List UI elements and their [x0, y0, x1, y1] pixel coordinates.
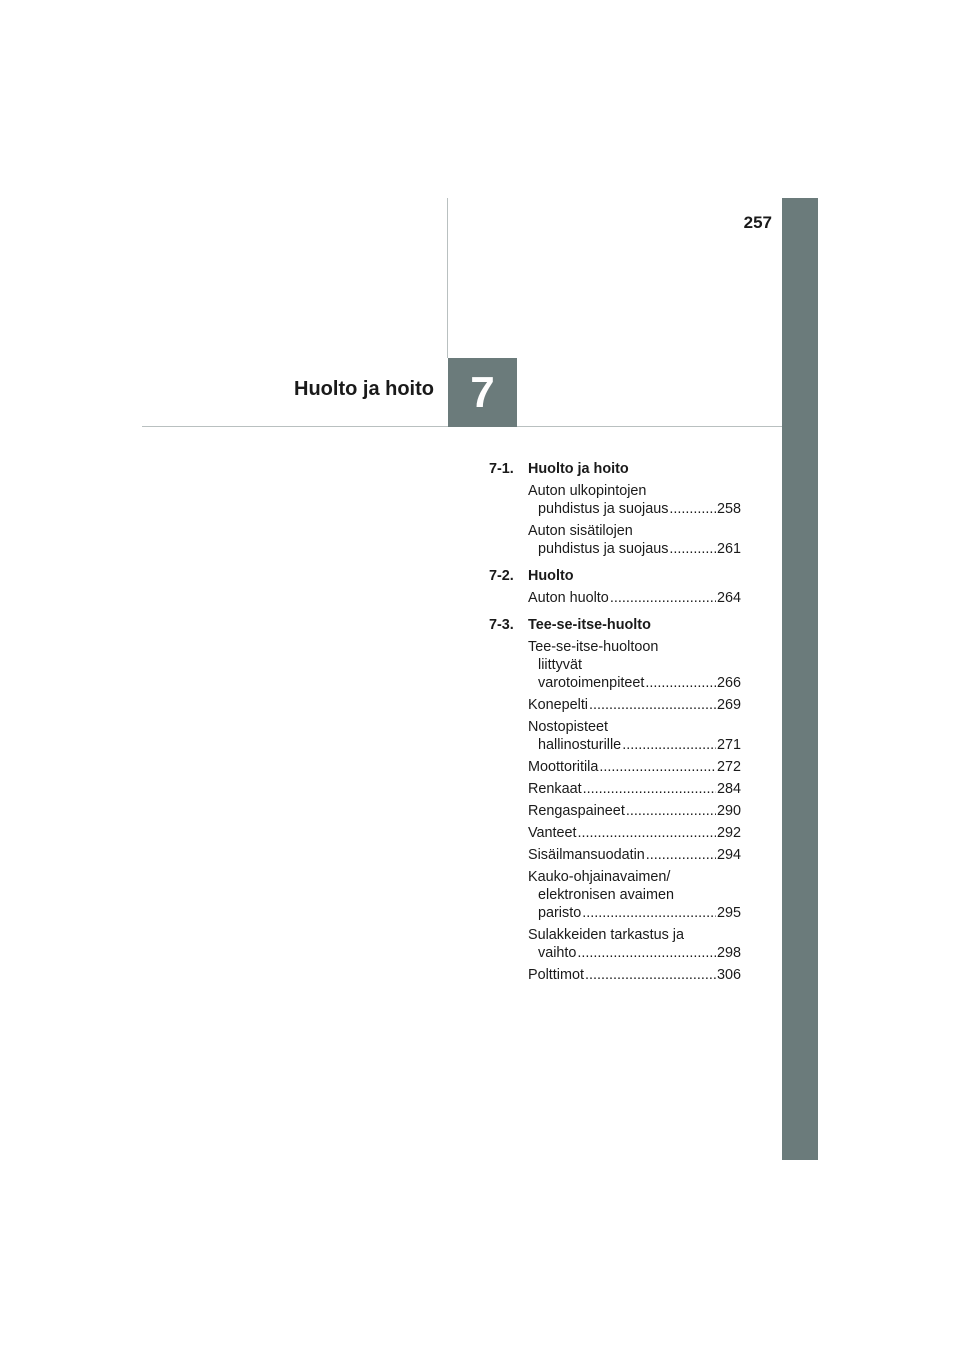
- toc-entry[interactable]: [528, 966, 741, 984]
- toc-entry-text: puhdistus ja suojaus: [538, 501, 669, 517]
- toc-entry-line: [528, 674, 741, 692]
- toc-section-heading: [489, 567, 741, 585]
- toc-dot-leader: [669, 500, 716, 518]
- toc-section-heading: [489, 460, 741, 478]
- toc-entry-line: [528, 696, 741, 714]
- toc-section-number: 7-3.: [489, 617, 514, 633]
- toc-entry[interactable]: [528, 780, 741, 798]
- toc-entry-text: Auton sisätilojen: [528, 523, 633, 539]
- toc-entry-page: 306: [716, 967, 741, 983]
- toc-section-title: Huolto: [528, 568, 574, 584]
- toc-entry[interactable]: [528, 718, 741, 754]
- toc-dot-leader: [646, 846, 716, 864]
- toc-entry-page: 264: [716, 590, 741, 606]
- toc-entry-page: 298: [716, 945, 741, 961]
- toc-section-heading: [489, 616, 741, 634]
- toc-dot-leader: [582, 904, 716, 922]
- toc-entry-text: puhdistus ja suojaus: [538, 541, 669, 557]
- chapter-side-tab: [782, 198, 818, 1160]
- toc-entry-text: Moottoritila: [528, 759, 599, 775]
- toc-entry-line: [528, 886, 741, 904]
- toc-entry-line: [528, 522, 741, 540]
- toc-dot-leader: [669, 540, 716, 558]
- toc-entry[interactable]: [528, 696, 741, 714]
- page-number: 257: [743, 213, 772, 232]
- toc-entry[interactable]: [528, 522, 741, 558]
- toc-entry-text: Sulakkeiden tarkastus ja: [528, 927, 684, 943]
- toc-dot-leader: [578, 824, 716, 842]
- toc-entry-page: 271: [716, 737, 741, 753]
- toc-entry-line: [528, 780, 741, 798]
- chapter-title: Huolto ja hoito: [294, 378, 434, 400]
- toc-section-title: Huolto ja hoito: [528, 461, 629, 477]
- toc-entry[interactable]: [528, 824, 741, 842]
- toc-entry[interactable]: [528, 926, 741, 962]
- toc-entry-page: 295: [716, 905, 741, 921]
- toc-entry-line: [528, 500, 741, 518]
- toc-entry-text: varotoimenpiteet: [538, 675, 645, 691]
- toc-entry-line: [528, 904, 741, 922]
- toc-entry-page: 261: [716, 541, 741, 557]
- vertical-divider: [447, 198, 448, 358]
- toc-entry-line: [528, 802, 741, 820]
- toc-entry-line: [528, 868, 741, 886]
- toc-entry-text: liittyvät: [538, 657, 582, 673]
- toc-entry-text: Auton ulkopintojen: [528, 483, 647, 499]
- toc-dot-leader: [599, 758, 716, 776]
- toc-section-number: 7-1.: [489, 461, 514, 477]
- toc-entry-line: [528, 482, 741, 500]
- toc-entry-line: [528, 824, 741, 842]
- toc-entry-text: Rengaspaineet: [528, 803, 625, 819]
- toc-entry-text: Sisäilmansuodatin: [528, 847, 645, 863]
- toc-entry-line: [528, 736, 741, 754]
- toc-entry-page: 294: [716, 847, 741, 863]
- toc-section-title: Tee-se-itse-huolto: [528, 617, 651, 633]
- toc-section-number: 7-2.: [489, 568, 514, 584]
- toc-entry-line: [528, 966, 741, 984]
- toc-entry-line: [528, 926, 741, 944]
- toc-dot-leader: [645, 674, 716, 692]
- toc-entry-text: Kauko-ohjainavaimen/: [528, 869, 671, 885]
- toc-entry[interactable]: [528, 589, 741, 607]
- toc-entry-text: paristo: [538, 905, 582, 921]
- toc-entry-page: 258: [716, 501, 741, 517]
- toc-entry-text: Vanteet: [528, 825, 577, 841]
- toc-dot-leader: [577, 944, 716, 962]
- toc-dot-leader: [589, 696, 716, 714]
- toc-dot-leader: [626, 802, 716, 820]
- toc-entry[interactable]: [528, 802, 741, 820]
- toc-entry-page: 284: [716, 781, 741, 797]
- toc-entry-text: Polttimot: [528, 967, 584, 983]
- toc-entry-text: Nostopisteet: [528, 719, 608, 735]
- toc-entry[interactable]: [528, 758, 741, 776]
- toc-entry-text: elektronisen avaimen: [538, 887, 674, 903]
- toc-entry-line: [528, 540, 741, 558]
- toc-entry-line: [528, 589, 741, 607]
- chapter-number-box: 7: [448, 358, 517, 427]
- toc-entry-page: 292: [716, 825, 741, 841]
- toc-entry-text: Auton huolto: [528, 590, 609, 606]
- toc-entry-text: Renkaat: [528, 781, 582, 797]
- toc-dot-leader: [583, 780, 716, 798]
- toc-entry-line: [528, 638, 741, 656]
- toc-entry[interactable]: [528, 868, 741, 922]
- toc-dot-leader: [585, 966, 716, 984]
- toc-entry-line: [528, 846, 741, 864]
- toc-entry-line: [528, 758, 741, 776]
- toc-entry-page: 272: [716, 759, 741, 775]
- toc-entry-page: 266: [716, 675, 741, 691]
- toc-entry-line: [528, 656, 741, 674]
- toc-entry[interactable]: [528, 638, 741, 692]
- toc-dot-leader: [622, 736, 716, 754]
- toc-entry-text: vaihto: [538, 945, 577, 961]
- toc-entry-text: hallinosturille: [538, 737, 622, 753]
- toc-entry-line: [528, 944, 741, 962]
- toc-entry[interactable]: [528, 482, 741, 518]
- table-of-contents: [489, 460, 741, 984]
- toc-entry-page: 290: [716, 803, 741, 819]
- toc-entry-line: [528, 718, 741, 736]
- toc-entry-page: 269: [716, 697, 741, 713]
- toc-entry[interactable]: [528, 846, 741, 864]
- toc-entry-text: Tee-se-itse-huoltoon: [528, 639, 659, 655]
- toc-dot-leader: [610, 589, 716, 607]
- toc-entry-text: Konepelti: [528, 697, 589, 713]
